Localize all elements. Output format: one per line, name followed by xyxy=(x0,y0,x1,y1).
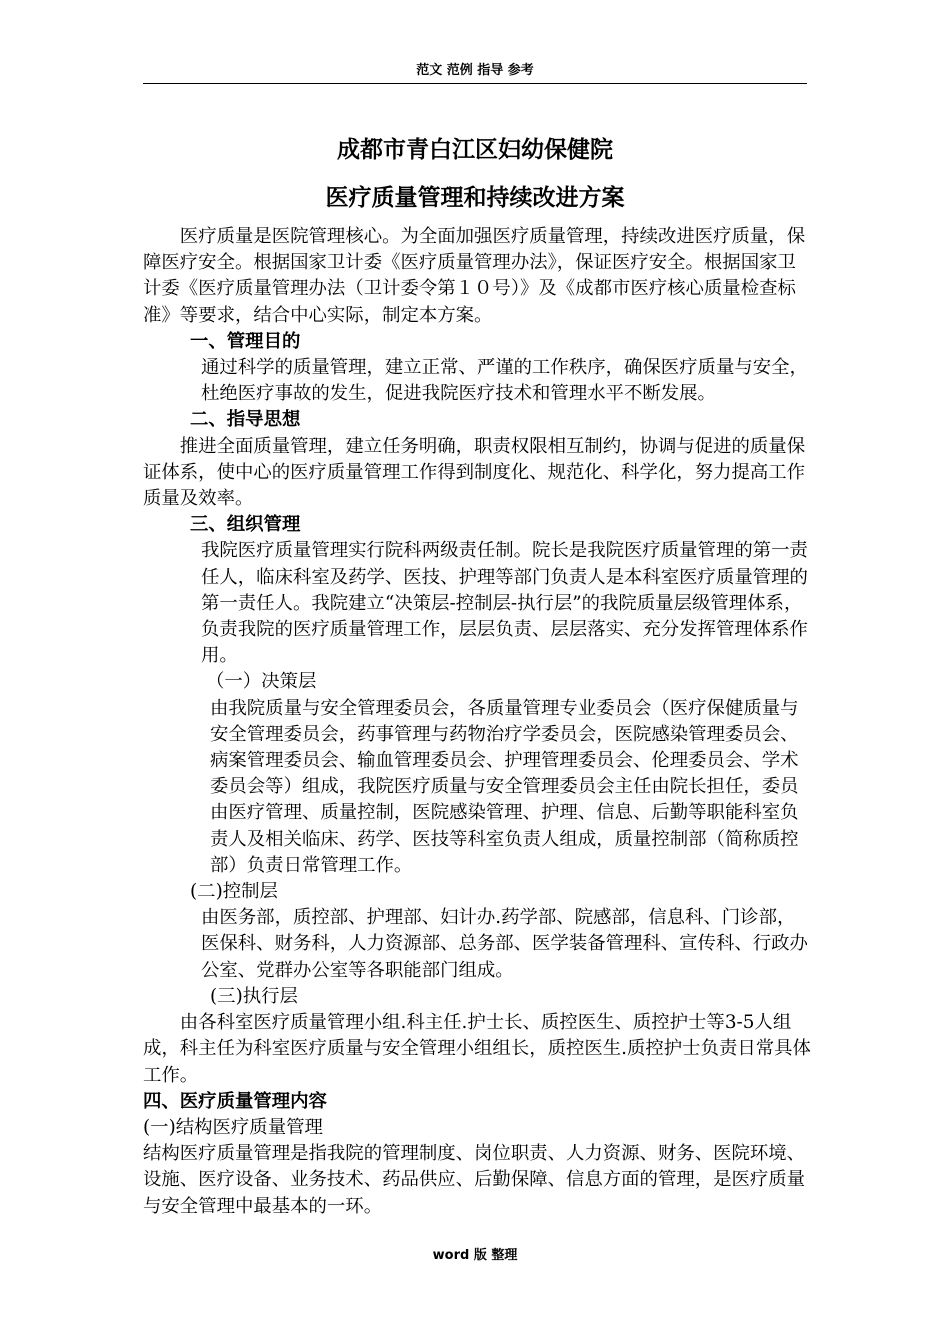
section-heading-organization: 三、组织管理 xyxy=(190,514,301,536)
section-heading-content: 四、医疗质量管理内容 xyxy=(143,1090,327,1112)
document-title-line1: 成都市青白江区妇幼保健院 xyxy=(337,136,613,163)
decision-paragraph: 由我院质量与安全管理委员会，各质量管理专业委员会（医疗保健质量与安全管理委员会，药事管理与药物治疗学委员会，医院感染管理委员会、病案管理委员会、输血管理委员会、护理管理委员会、伦理委员会、学术委员会等）组成，我院医疗质量与安全管理委员会主任由院长担任，委员由医疗管理、质量控制，医院感染管理、护理、信息、后勤等职能科室负责人及相关临床、药学、医技等科室负责人组成，质量控制部（简称质控部）负责日常管理工作。 xyxy=(210,697,799,876)
execution-paragraph: 由各科室医疗质量管理小组.科主任.护士长、质控医生、质控护士等3-5人组成，科主任为科室医疗质量与安全管理小组组长，质控医生.质控护士负责日常具体工作。 xyxy=(143,1012,811,1086)
subheading-control: (二)控制层 xyxy=(190,881,278,903)
header-divider xyxy=(143,83,807,84)
document-body xyxy=(143,224,811,1220)
structural-paragraph: 结构医疗质量管理是指我院的管理制度、岗位职责、人力资源、财务、医院环境、设施、医疗设备、业务技术、药品供应、后勤保障、信息方面的管理，是医疗质量与安全管理中最基本的一环。 xyxy=(143,1143,806,1217)
purpose-paragraph: 通过科学的质量管理，建立正常、严谨的工作秩序，确保医疗质量与安全，杜绝医疗事故的发生，促进我院医疗技术和管理水平不断发展。 xyxy=(201,357,808,405)
page-footer: word 版 整理 xyxy=(432,1248,518,1263)
intro-paragraph: 医疗质量是医院管理核心。为全面加强医疗质量管理，持续改进医疗质量，保障医疗安全。根据国家卫计委《医疗质量管理办法》，保证医疗安全。根据国家卫计委《医疗质量管理办法（卫计委令第１０号）》及《成都市医疗核心质量检查标准》等要求，结合中心实际，制定本方案。 xyxy=(143,226,806,326)
section-heading-guiding: 二、指导思想 xyxy=(190,409,301,431)
page-header: 范文 范例 指导 参考 xyxy=(416,63,534,78)
guiding-paragraph: 推进全面质量管理，建立任务明确，职责权限相互制约，协调与促进的质量保证体系，使中心的医疗质量管理工作得到制度化、规范化、科学化，努力提高工作质量及效率。 xyxy=(143,435,806,510)
control-paragraph: 由医务部，质控部、护理部、妇计办.药学部、院感部，信息科、门诊部，医保科、财务科，人力资源部、总务部、医学装备管理科、宣传科、行政办公室、党群办公室等各职能部门组成。 xyxy=(201,907,808,981)
subheading-execution: (三)执行层 xyxy=(210,985,298,1007)
subheading-decision: （一）决策层 xyxy=(206,671,317,693)
document-title-line2: 医疗质量管理和持续改进方案 xyxy=(325,184,625,211)
organization-paragraph: 我院医疗质量管理实行院科两级责任制。院长是我院医疗质量管理的第一责任人，临床科室及药学、医技、护理等部门负责人是本科室医疗质量管理的第一责任人。我院建立“决策层-控制层-执行层”的我院质量层级管理体系，负责我院的医疗质量管理工作，层层负责、层层落实、充分发挥管理体系作用。 xyxy=(201,540,808,667)
subheading-structural: (一)结构医疗质量管理 xyxy=(143,1116,323,1138)
section-heading-purpose: 一、管理目的 xyxy=(190,330,301,352)
